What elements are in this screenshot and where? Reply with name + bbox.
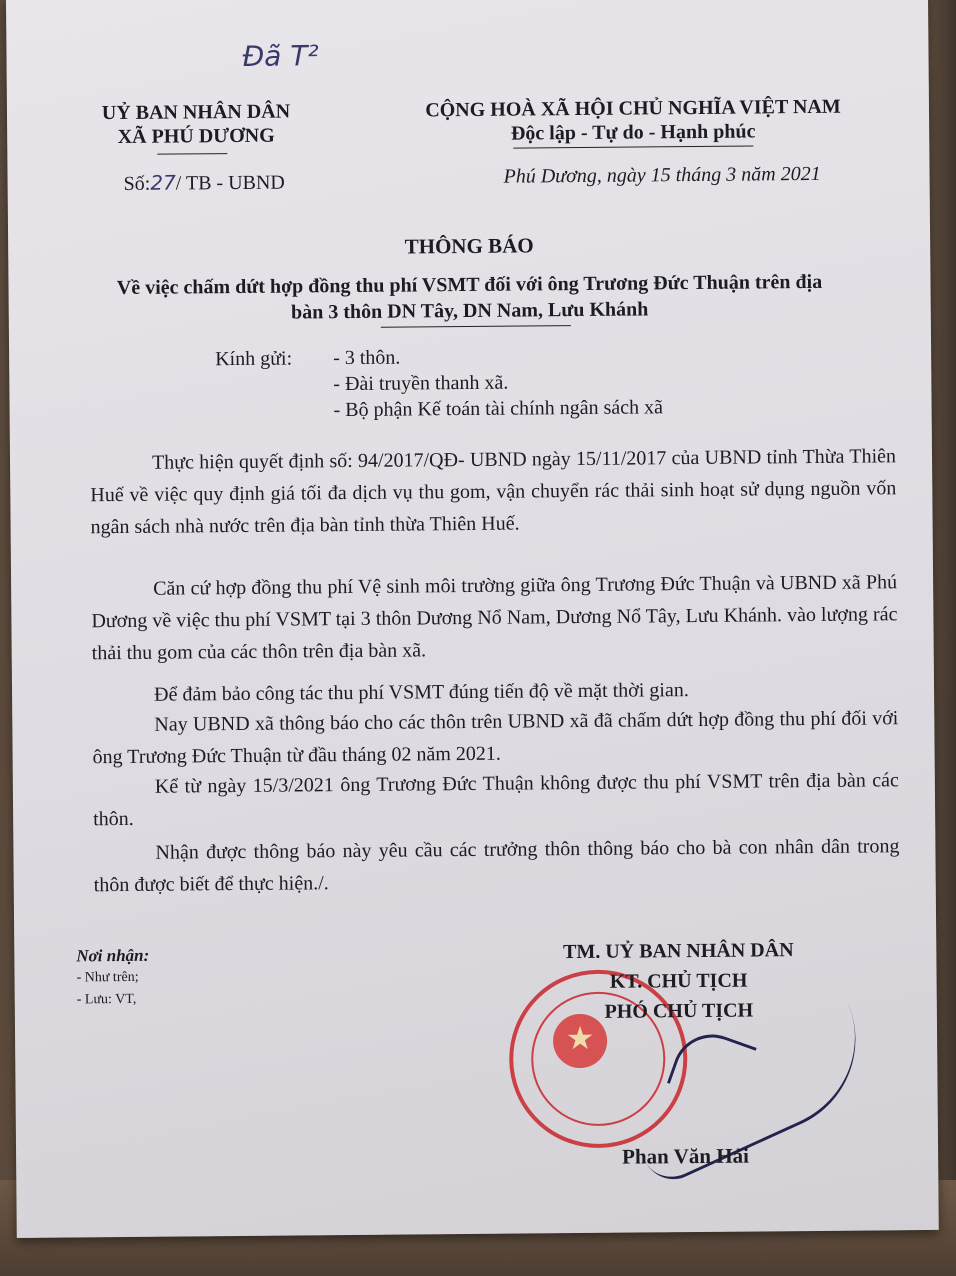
motto-underline bbox=[513, 145, 753, 148]
body-paragraph: Kể từ ngày 15/3/2021 ông Trương Đức Thuận không được thu phí VSMT trên địa bàn các thôn. bbox=[93, 769, 899, 831]
body-paragraph: Thực hiện quyết định số: 94/2017/QĐ- UBND ngày 15/11/2017 của UBND tỉnh Thừa Thiên Huế về việc quy định giá tối đa dịch vụ thu gom, vận chuyển rác thải sinh hoạt sử dụng nguồn vốn ngân sách nhà nước trên địa bàn tỉnh thừa Thiên Huế. bbox=[90, 445, 897, 539]
number-suffix: / TB - UBND bbox=[175, 171, 285, 195]
receiver-item: - Lưu: VT, bbox=[76, 991, 137, 1008]
national-title bbox=[403, 95, 863, 147]
body-paragraph: Để đảm bảo công tác thu phí VSMT đúng tiến độ về mặt thời gian. bbox=[153, 679, 689, 706]
handwritten-note: Đã T² bbox=[242, 39, 319, 73]
receivers-label: Nơi nhận: bbox=[76, 945, 150, 966]
recipient-item: - Bộ phận Kế toán tài chính ngân sách xã bbox=[333, 396, 664, 422]
place-date: Phú Dương, ngày 15 tháng 3 năm 2021 bbox=[503, 162, 821, 188]
issuing-organization bbox=[71, 99, 321, 149]
body-paragraph: Căn cứ hợp đồng thu phí Vệ sinh môi trường giữa ông Trương Đức Thuận và UBND xã Phú Dương về việc thu phí VSMT tại 3 thôn Dương Nổ Nam, Dương Nổ Tây, Lưu Khánh. vào lượng rác thải thu gom của các thôn trên địa bàn xã. bbox=[91, 571, 898, 665]
document-number bbox=[123, 170, 284, 196]
signature-line-1: TM. UỶ BAN NHÂN DÂN bbox=[562, 939, 794, 964]
signature-line-2: KT. CHỦ TỊCH bbox=[609, 969, 748, 993]
number-prefix: Số: bbox=[123, 172, 151, 195]
body-paragraph: Nhận được thông báo này yêu cầu các trưởng thôn thông báo cho bà con nhân dân trong thôn được biết để thực hiện./. bbox=[93, 835, 900, 897]
subject-underline bbox=[381, 325, 571, 328]
subject-line-1: Về việc chấm dứt hợp đồng thu phí VSMT đối với ông Trương Đức Thuận trên địa bbox=[116, 270, 823, 300]
signature-line-3: PHÓ CHỦ TỊCH bbox=[604, 999, 754, 1023]
document-title: THÔNG BÁO bbox=[404, 233, 534, 259]
receiver-item: - Như trên; bbox=[76, 969, 139, 986]
document-subject bbox=[68, 268, 870, 327]
recipients-list bbox=[333, 342, 663, 423]
subject-line-2: bàn 3 thôn DN Tây, DN Nam, Lưu Khánh bbox=[290, 298, 649, 324]
signer-name: Phan Văn Hải bbox=[622, 1143, 750, 1169]
signature-block bbox=[520, 935, 837, 1028]
recipient-item: - 3 thôn. bbox=[333, 346, 401, 370]
recipient-item: - Đài truyền thanh xã. bbox=[333, 371, 509, 396]
star-icon: ★ bbox=[565, 1018, 595, 1058]
body-paragraph: Nay UBND xã thông báo cho các thôn trên UBND xã đã chấm dứt hợp đồng thu phí đối với ông Trương Đức Thuận từ đầu tháng 02 năm 2021. bbox=[92, 707, 899, 769]
receivers bbox=[76, 945, 149, 1012]
number-value: 27 bbox=[150, 170, 176, 195]
recipients-label: Kính gửi: bbox=[215, 347, 293, 371]
country-name: CỘNG HOÀ XÃ HỘI CHỦ NGHĨA VIỆT NAM bbox=[425, 95, 841, 122]
document-page bbox=[6, 0, 939, 1238]
org-line-1: UỶ BAN NHÂN DÂN bbox=[101, 100, 291, 125]
org-underline bbox=[157, 153, 227, 155]
motto: Độc lập - Tự do - Hạnh phúc bbox=[510, 120, 756, 145]
org-line-2: XÃ PHÚ DƯƠNG bbox=[117, 124, 275, 149]
